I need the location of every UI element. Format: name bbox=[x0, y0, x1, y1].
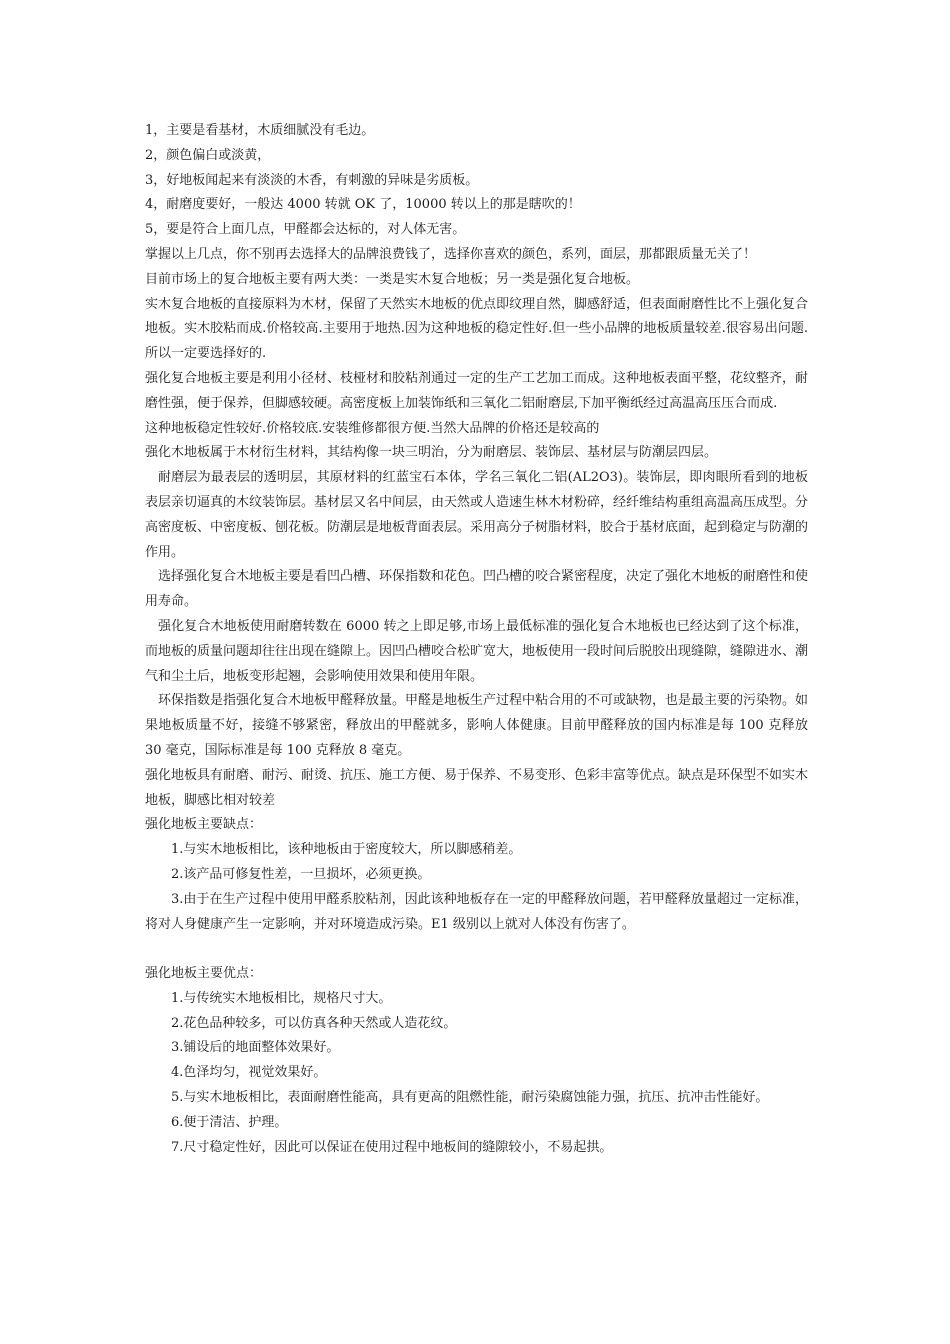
intro-item-4: 4，耐磨度要好，一般达 4000 转就 OK 了，10000 转以上的那是瞎吹的！ bbox=[145, 197, 581, 213]
structure-paragraph: 强化木地板属于木材衍生材料，其结构像一块三明治，分为耐磨层、装饰层、基材层与防潮层四层。 bbox=[145, 445, 718, 461]
drawback-item-2: 2.该产品可修复性差，一旦损坏，必须更换。 bbox=[171, 866, 431, 882]
document-page bbox=[145, 119, 808, 1160]
advantage-item-5: 5.与实木地板相比，表面耐磨性能高，具有更高的阻燃性能，耐污染腐蚀能力强，抗压、抗冲击性能好。 bbox=[171, 1090, 769, 1106]
intro-item-2: 2，颜色偏白或淡黄， bbox=[145, 147, 271, 163]
advantage-item-4: 4.色泽均匀，视觉效果好。 bbox=[171, 1065, 327, 1081]
drawback-item-1: 1.与实木地板相比，该种地板由于密度较大，所以脚感稍差。 bbox=[171, 842, 522, 858]
drawback-item-3: 3.由于在生产过程中使用甲醛系胶粘剂，因此该种地板存在一定的甲醛释放问题，若甲醛释放量超过一定标准，将对人身健康产生一定影响，并对环境造成污染。E1 级别以上就对人体没有伤害了。 bbox=[145, 891, 808, 932]
advantage-item-6: 6.便于清洁、护理。 bbox=[171, 1114, 288, 1130]
intro-item-5: 5，要是符合上面几点，甲醛都会达标的，对人体无害。 bbox=[145, 222, 466, 238]
market-types-paragraph: 目前市场上的复合地板主要有两大类：一类是实木复合地板；另一类是强化复合地板。 bbox=[145, 271, 640, 287]
pros-cons-paragraph: 强化地板具有耐磨、耐污、耐烫、抗压、施工方便、易于保养、不易变形、色彩丰富等优点。缺点是环保型不如实木地板，脚感比相对较差 bbox=[145, 767, 809, 808]
selection-paragraph: 选择强化复合木地板主要是看凹凸槽、环保指数和花色。凹凸槽的咬合紧密程度，决定了强化木地板的耐磨性和使用寿命。 bbox=[145, 569, 809, 610]
solid-composite-paragraph: 实木复合地板的直接原料为木材，保留了天然实木地板的优点即纹理自然，脚感舒适，但表面耐磨性比不上强化复合地板。实木胶粘而成.价格较高.主要用于地热.因为这种地板的稳定性好.但一些小品牌的地板质量较差.很容易出问题.所以一定要选择好的. bbox=[145, 296, 809, 362]
drawbacks-heading: 强化地板主要缺点： bbox=[145, 817, 263, 833]
section-spacer bbox=[145, 937, 808, 962]
advantages-heading: 强化地板主要优点： bbox=[145, 966, 263, 982]
advantage-item-7: 7.尺寸稳定性好，因此可以保证在使用过程中地板间的缝隙较小，不易起拱。 bbox=[171, 1139, 613, 1155]
laminate-composite-paragraph: 强化复合地板主要是利用小径材、枝桠材和胶粘剂通过一定的生产工艺加工而成。这种地板表面平整，花纹整齐，耐磨性强，便于保养，但脚感较硬。高密度板上加装饰纸和三氧化二铝耐磨层,下加平衡纸经过高温高压压合而成. bbox=[145, 370, 809, 411]
advantage-item-2: 2.花色品种较多，可以仿真各种天然或人造花纹。 bbox=[171, 1015, 457, 1031]
stability-paragraph: 这种地板稳定性较好.价格较底.安装维修都很方便.当然大品牌的价格还是较高的 bbox=[145, 420, 600, 436]
summary-paragraph: 掌握以上几点，你不别再去选择大的品牌浪费钱了，选择你喜欢的颜色，系列，面层，那都跟质量无关了！ bbox=[145, 246, 757, 262]
formaldehyde-paragraph: 环保指数是指强化复合木地板甲醛释放量。甲醛是地板生产过程中粘合用的不可或缺物，也是最主要的污染物。如果地板质量不好，接缝不够紧密，释放出的甲醛就多，影响人体健康。目前甲醛释放的国内标准是每 100 克释放 30 毫克，国际标准是每 100 克释放 8 毫克。 bbox=[145, 693, 809, 758]
intro-item-1: 1，主要是看基材，木质细腻没有毛边。 bbox=[145, 123, 375, 138]
intro-item-3: 3，好地板闻起来有淡淡的木香，有刺激的异味是劣质板。 bbox=[145, 172, 479, 188]
advantage-item-1: 1.与传统实木地板相比，规格尺寸大。 bbox=[171, 990, 392, 1006]
advantage-item-3: 3.铺设后的地面整体效果好。 bbox=[171, 1040, 340, 1056]
layers-paragraph: 耐磨层为最表层的透明层，其原材料的红蓝宝石本体，学名三氧化二铝(AL2O3)。装饰层，即肉眼所看到的地板表层亲切逼真的木纹装饰层。基材层又名中间层，由天然或人造速生林木材粉碎，经纤维结构重组高温高压成型。分高密度板、中密度板、刨花板。防潮层是地板背面表层。采用高分子树脂材料，胶合于基材底面，起到稳定与防潮的作用。 bbox=[145, 470, 809, 560]
wear-rating-paragraph: 强化复合木地板使用耐磨转数在 6000 转之上即足够,市场上最低标准的强化复合木地板也已经达到了这个标准，而地板的质量问题却往往出现在缝隙上。因凹凸槽咬合松旷宽大，地板使用一段时间后脱胶出现缝隙，缝隙进水、潮气和尘土后，地板变形起翘，会影响使用效果和使用年限。 bbox=[145, 618, 809, 684]
